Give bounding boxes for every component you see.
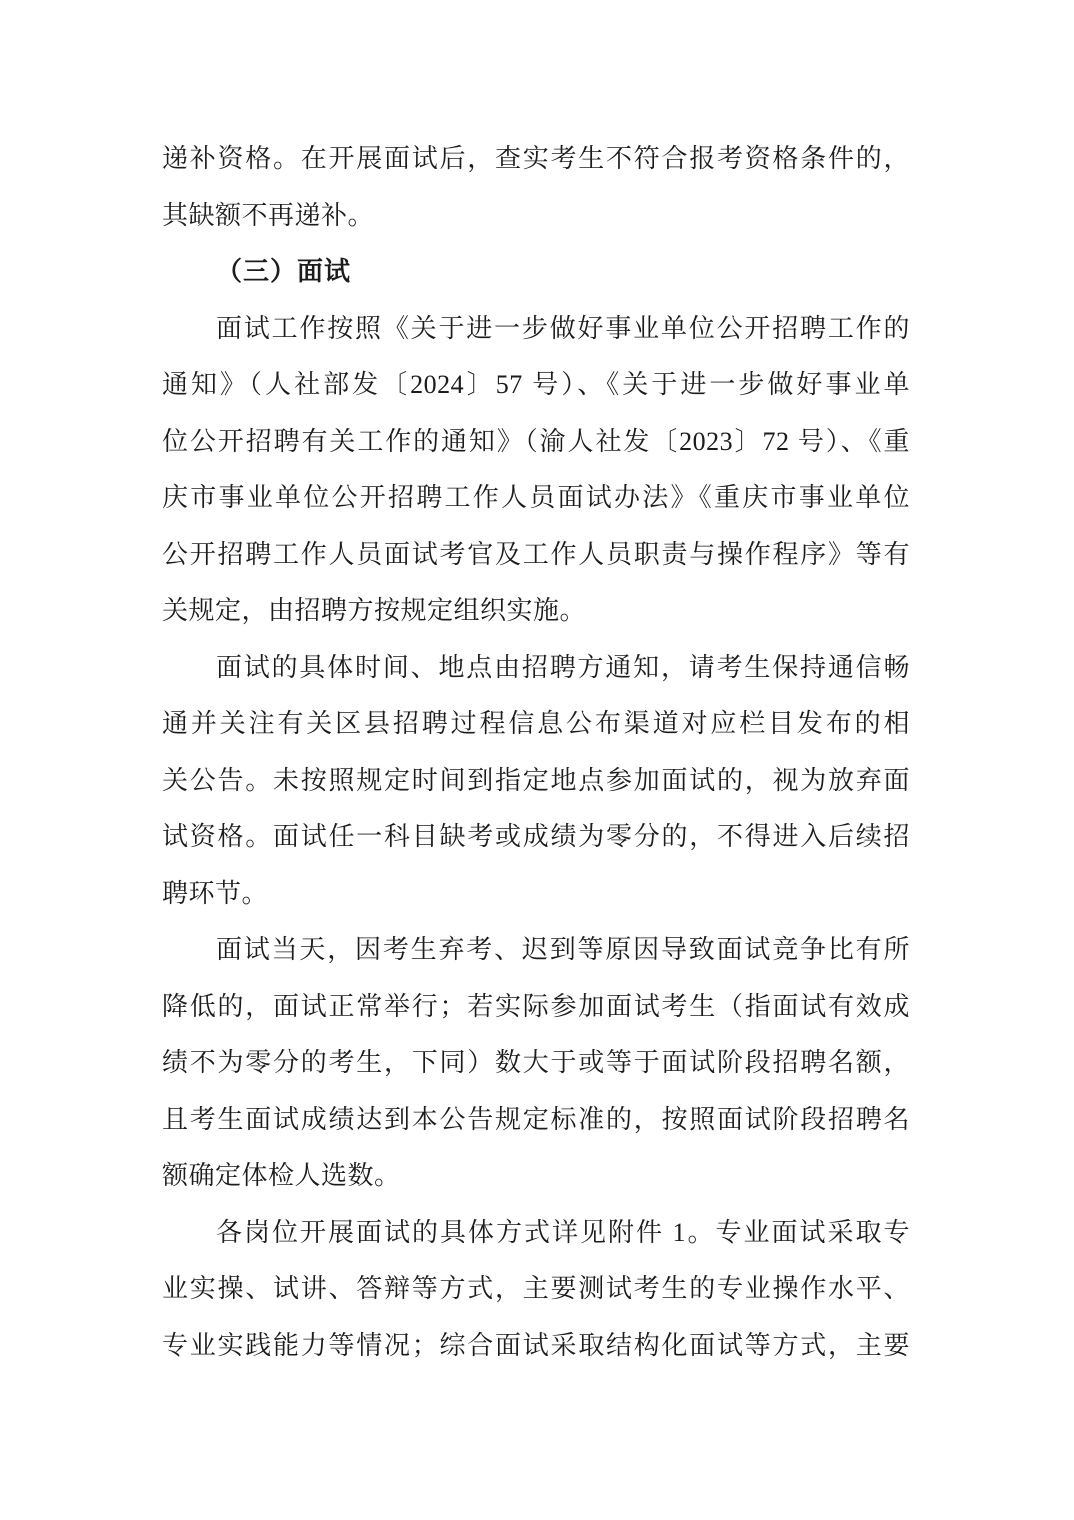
document-line: 通并关注有关区县招聘过程信息公布渠道对应栏目发布的相 bbox=[162, 709, 910, 738]
section-heading: （三）面试 bbox=[216, 257, 352, 286]
document-line: 额确定体检人选数。 bbox=[162, 1161, 401, 1190]
document-line: 递补资格。在开展面试后，查实考生不符合报考资格条件的， bbox=[162, 144, 910, 173]
document-line: 面试的具体时间、地点由招聘方通知，请考生保持通信畅 bbox=[216, 652, 910, 682]
document-line: 庆市事业单位公开招聘工作人员面试办法》《重庆市事业单位 bbox=[162, 483, 910, 512]
document-line: 面试当天，因考生弃考、迟到等原因导致面试竞争比有所 bbox=[216, 935, 910, 964]
document-line: 关公告。未按照规定时间到指定地点参加面试的，视为放弃面 bbox=[162, 765, 910, 795]
document-line: 公开招聘工作人员面试考官及工作人员职责与操作程序》等有 bbox=[162, 539, 910, 569]
document-line: 降低的，面试正常举行；若实际参加面试考生（指面试有效成 bbox=[162, 991, 910, 1021]
document-line: 绩不为零分的考生，下同）数大于或等于面试阶段招聘名额， bbox=[162, 1048, 910, 1077]
document-line: 且考生面试成绩达到本公告规定标准的，按照面试阶段招聘名 bbox=[162, 1104, 910, 1134]
document-line: 其缺额不再递补。 bbox=[162, 200, 375, 230]
document-line: 面试工作按照《关于进一步做好事业单位公开招聘工作的 bbox=[216, 313, 910, 343]
document-line: 通知》（人社部发〔2024〕57 号）、《关于进一步做好事业单 bbox=[162, 370, 910, 399]
document-line: 聘环节。 bbox=[162, 878, 269, 908]
document-line: 试资格。面试任一科目缺考或成绩为零分的，不得进入后续招 bbox=[162, 822, 910, 851]
text-block bbox=[162, 131, 910, 1374]
document-line: 各岗位开展面试的具体方式详见附件 1。专业面试采取专 bbox=[216, 1217, 910, 1247]
document-line: 位公开招聘有关工作的通知》（渝人社发〔2023〕72 号）、《重 bbox=[162, 426, 910, 456]
document-line: 专业实践能力等情况；综合面试采取结构化面试等方式，主要 bbox=[162, 1330, 910, 1360]
document-line: 关规定，由招聘方按规定组织实施。 bbox=[162, 596, 587, 625]
document-line: 业实操、试讲、答辩等方式，主要测试考生的专业操作水平、 bbox=[162, 1274, 910, 1303]
